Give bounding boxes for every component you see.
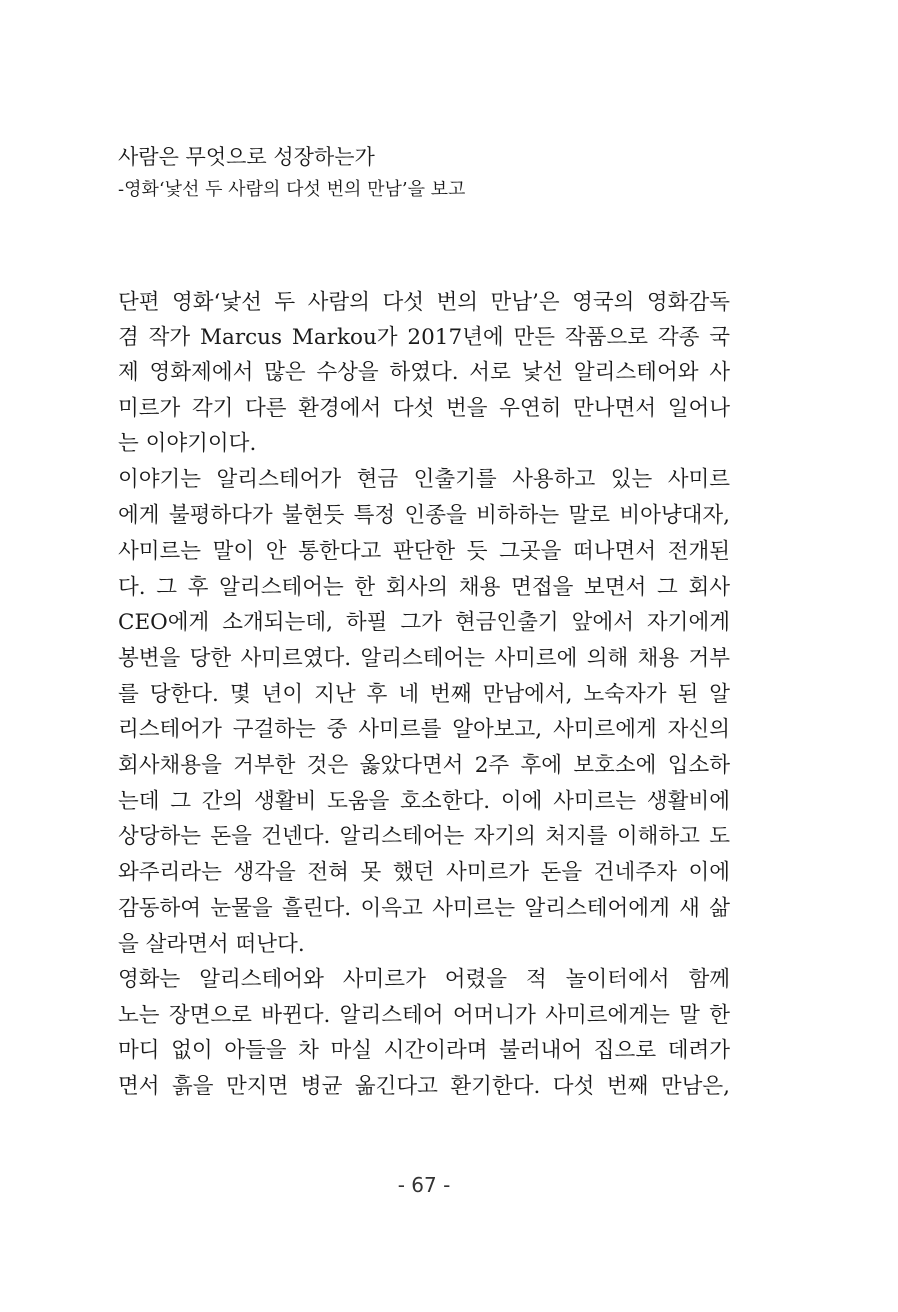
page-number: - 67 - (397, 1173, 451, 1197)
body-line: 다. 그 후 알리스테어는 한 회사의 채용 면접을 보면서 그 회사 (118, 575, 730, 600)
body-line: 에게 불평하다가 불현듯 특정 인종을 비하하는 말로 비아냥대자, (118, 503, 730, 528)
body-line: 사미르는 말이 안 통한다고 판단한 듯 그곳을 떠나면서 전개된 (118, 539, 730, 564)
body-line: 을 살라면서 떠난다. (118, 932, 305, 957)
body-line: 미르가 각기 다른 환경에서 다섯 번을 우연히 만나면서 일어나 (118, 396, 730, 421)
body-line: 상당하는 돈을 건넨다. 알리스테어는 자기의 처지를 이해하고 도 (118, 824, 730, 849)
body-line: 는데 그 간의 생활비 도움을 호소한다. 이에 사미르는 생활비에 (118, 789, 730, 814)
essay-title: 사람은 무엇으로 성장하는가 (118, 145, 375, 169)
body-line: 노는 장면으로 바뀐다. 알리스테어 어머니가 사미르에게는 말 한 (118, 1003, 730, 1028)
body-line: CEO에게 소개되는데, 하필 그가 현금인출기 앞에서 자기에게 (118, 610, 730, 635)
essay-subtitle: -영화‘낯선 두 사람의 다섯 번의 만남’을 보고 (118, 179, 466, 200)
body-line: 이야기는 알리스테어가 현금 인출기를 사용하고 있는 사미르 (118, 467, 730, 492)
body-line: 와주리라는 생각을 전혀 못 했던 사미르가 돈을 건네주자 이에 (118, 860, 730, 885)
body-line: 감동하여 눈물을 흘린다. 이윽고 사미르는 알리스테어에게 새 삶 (118, 896, 730, 921)
body-line: 겸 작가 Marcus Markou가 2017년에 만든 작품으로 각종 국 (118, 325, 730, 350)
body-line: 영화는 알리스테어와 사미르가 어렸을 적 놀이터에서 함께 (118, 967, 730, 992)
body-line: 봉변을 당한 사미르였다. 알리스테어는 사미르에 의해 채용 거부 (118, 646, 730, 671)
body-line: 회사채용을 거부한 것은 옳았다면서 2주 후에 보호소에 입소하 (118, 753, 730, 778)
body-line: 리스테어가 구걸하는 중 사미르를 알아보고, 사미르에게 자신의 (118, 717, 730, 742)
body-line: 면서 흙을 만지면 병균 옮긴다고 환기한다. 다섯 번째 만남은, (118, 1074, 730, 1099)
body-line: 제 영화제에서 많은 수상을 하였다. 서로 낯선 알리스테어와 사 (118, 360, 730, 385)
body-line: 를 당한다. 몇 년이 지난 후 네 번째 만남에서, 노숙자가 된 알 (118, 682, 730, 707)
body-line: 마디 없이 아들을 차 마실 시간이라며 불러내어 집으로 데려가 (118, 1038, 730, 1063)
body-line: 단편 영화‘낯선 두 사람의 다섯 번의 만남’은 영국의 영화감독 (118, 290, 730, 315)
body-line: 는 이야기이다. (118, 431, 257, 456)
